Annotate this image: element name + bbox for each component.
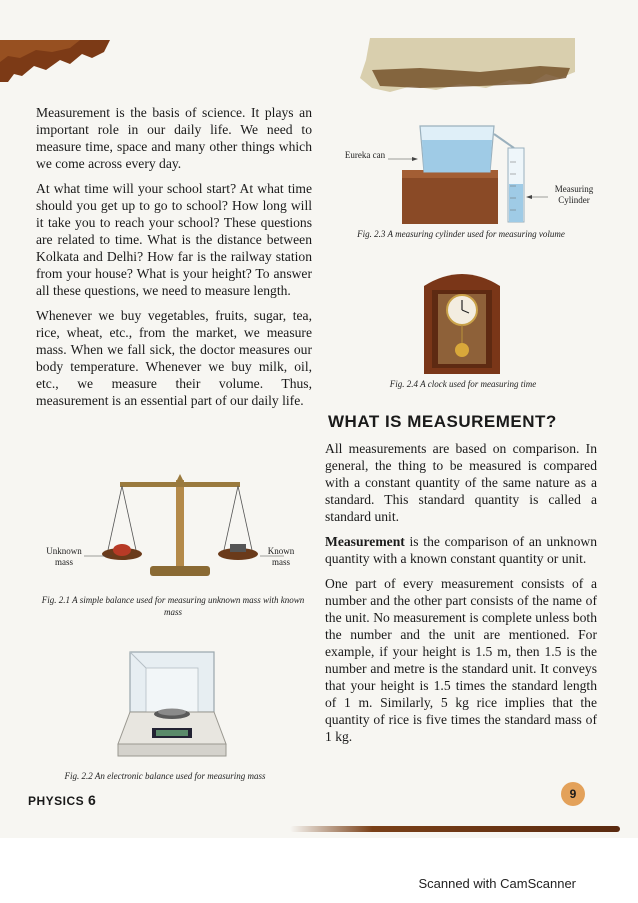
definition-text: is the comparison of an unknown quantity with a known constant quantity or unit. xyxy=(325,534,597,566)
simple-balance-illustration xyxy=(80,470,280,580)
mass-volume-paragraph: Whenever we buy vegetables, fruits, sugar, tea, rice, wheat, etc., from the market, we measure mass. When we fall sick, the doctor measures our body temperature. Whenever we buy milk, oil, etc., we measure their volume. Thus, measurement is an essential part of our daily life. xyxy=(36,308,312,408)
right-column xyxy=(325,440,597,753)
comparison-paragraph: All measurements are based on comparison. In general, the thing to be measured is compared with a constant quantity of the same nature as a standard. This standard quantity is called a standard unit. xyxy=(325,441,597,524)
book-name: PHYSICS xyxy=(28,794,85,808)
fig-2-3-caption: Fig. 2.3 A measuring cylinder used for measuring volume xyxy=(357,229,565,239)
book-number: 6 xyxy=(88,792,97,808)
label-known-mass: Known mass xyxy=(267,546,295,567)
label-pointer-lines xyxy=(84,550,284,562)
decorative-bottom-bar xyxy=(290,826,620,832)
label-unknown-mass: Unknown mass xyxy=(46,546,82,567)
fig-2-2-caption: Fig. 2.2 An electronic balance used for measuring mass xyxy=(64,771,266,781)
scanner-watermark: Scanned with CamScanner xyxy=(418,876,576,891)
torn-paper-decoration xyxy=(360,38,575,94)
cylinder-pointer-line xyxy=(526,194,548,200)
page-number-badge: 9 xyxy=(561,782,585,806)
electronic-balance-illustration xyxy=(112,648,232,760)
measurement-term: Measurement xyxy=(325,534,405,549)
pendulum-clock-illustration xyxy=(420,262,504,376)
label-eureka-can: Eureka can xyxy=(344,150,386,160)
eureka-can-illustration xyxy=(390,118,540,226)
book-title xyxy=(28,792,96,808)
section-heading: WHAT IS MEASUREMENT? xyxy=(328,412,557,431)
left-column xyxy=(36,104,312,417)
torn-corner-decoration xyxy=(0,40,110,82)
label-measuring-cylinder: Measuring Cylinder xyxy=(554,184,594,205)
time-length-paragraph: At what time will your school start? At what time should you get up to go to school? How long will it take you to reach your school? These questions are related to time. What is the distance between Kolkata and Delhi? How far is the railway station from your house? What is your height? To answer all these questions, we need to measure length. xyxy=(36,181,312,298)
intro-paragraph: Measurement is the basis of science. It plays an important role in our daily life. We need to measure time, space and many other things which we come across every day. xyxy=(36,105,312,171)
eureka-pointer-line xyxy=(388,156,418,162)
fig-2-4-caption: Fig. 2.4 A clock used for measuring time xyxy=(389,379,537,389)
definition-paragraph xyxy=(325,533,597,567)
fig-2-1-caption: Fig. 2.1 A simple balance used for measuring unknown mass with known mass xyxy=(41,595,305,617)
units-paragraph: One part of every measurement consists of a number and the other part consists of the name of the unit. No measurement is complete unless both the number and the unit are mentioned. For example, if your height is 1.5 m, then 1.5 is the number and metre is the standard unit. It conveys that your height is 1.5 times the standard length of 1 m. Similarly, 5 kg rice implies that the quantity of rice is five times the standard mass of 1 kg. xyxy=(325,576,597,744)
